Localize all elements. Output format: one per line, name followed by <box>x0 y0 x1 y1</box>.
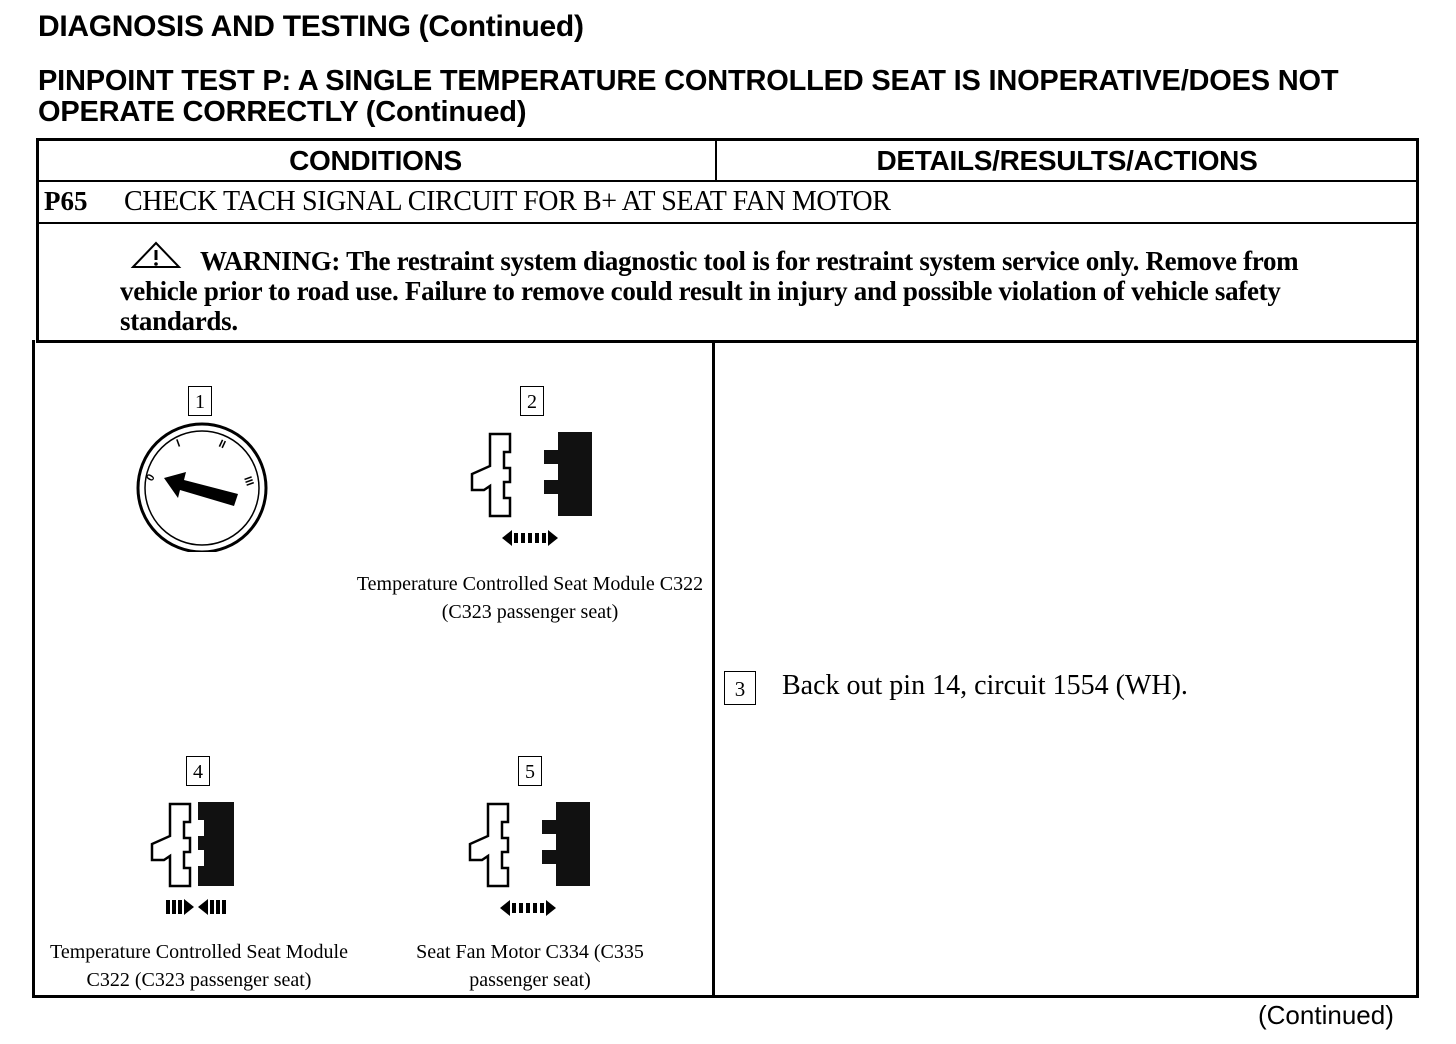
table-body-column-divider <box>712 343 715 998</box>
switch-position-0: 0 <box>144 472 158 484</box>
table-header-divider <box>36 180 1419 182</box>
figure-number-4: 4 <box>186 756 210 786</box>
figure-number-2: 2 <box>520 386 544 416</box>
figure-4-caption: Temperature Controlled Seat Module C322 (C323 passenger seat) <box>50 941 348 991</box>
connector-disconnect-icon <box>466 430 596 554</box>
action-text: Back out pin 14, circuit 1554 (WH). <box>782 670 1188 701</box>
test-title: PINPOINT TEST P: A SINGLE TEMPERATURE CONTROLLED SEAT IS INOPERATIVE/DOES NOT OPERATE CORRECTLY (Continued) <box>38 65 1339 128</box>
connector-disconnect-icon <box>464 800 594 924</box>
figure-number-5: 5 <box>518 756 542 786</box>
table-right-border <box>1416 138 1419 998</box>
switch-position-2: II <box>216 437 228 452</box>
table-step-divider <box>36 222 1419 224</box>
page-title: DIAGNOSIS AND TESTING (Continued) <box>38 10 584 43</box>
continued-label: (Continued) <box>1258 1000 1394 1030</box>
figure-5-caption: Seat Fan Motor C334 (C335 passenger seat) <box>416 941 644 991</box>
step-title: CHECK TACH SIGNAL CIRCUIT FOR B+ AT SEAT FAN MOTOR <box>124 186 891 217</box>
connector-connect-icon <box>148 800 258 924</box>
warning-text <box>120 246 1340 336</box>
switch-position-3: III <box>241 474 256 488</box>
column-header-details: DETAILS/RESULTS/ACTIONS <box>876 145 1258 176</box>
warning-body: The restraint system diagnostic tool is for restraint system service only. Remove from vehicle prior to road use. Failure to remove could result in injury and possible violation of vehicle safety standards. <box>120 246 1299 336</box>
switch-position-1: I <box>174 437 182 450</box>
step-id: P65 <box>44 186 88 216</box>
table-bottom-border <box>32 995 1417 998</box>
column-header-conditions: CONDITIONS <box>289 145 462 176</box>
table-warning-divider <box>36 340 1419 343</box>
action-step-number: 3 <box>724 671 756 705</box>
warning-label: WARNING: <box>200 246 341 276</box>
table-top-border <box>36 138 1419 141</box>
ignition-switch-icon <box>134 420 278 552</box>
table-left-border-bottom <box>32 340 35 998</box>
figure-number-1: 1 <box>188 386 212 416</box>
figure-2-caption: Temperature Controlled Seat Module C322 (C323 passenger seat) <box>356 573 704 623</box>
